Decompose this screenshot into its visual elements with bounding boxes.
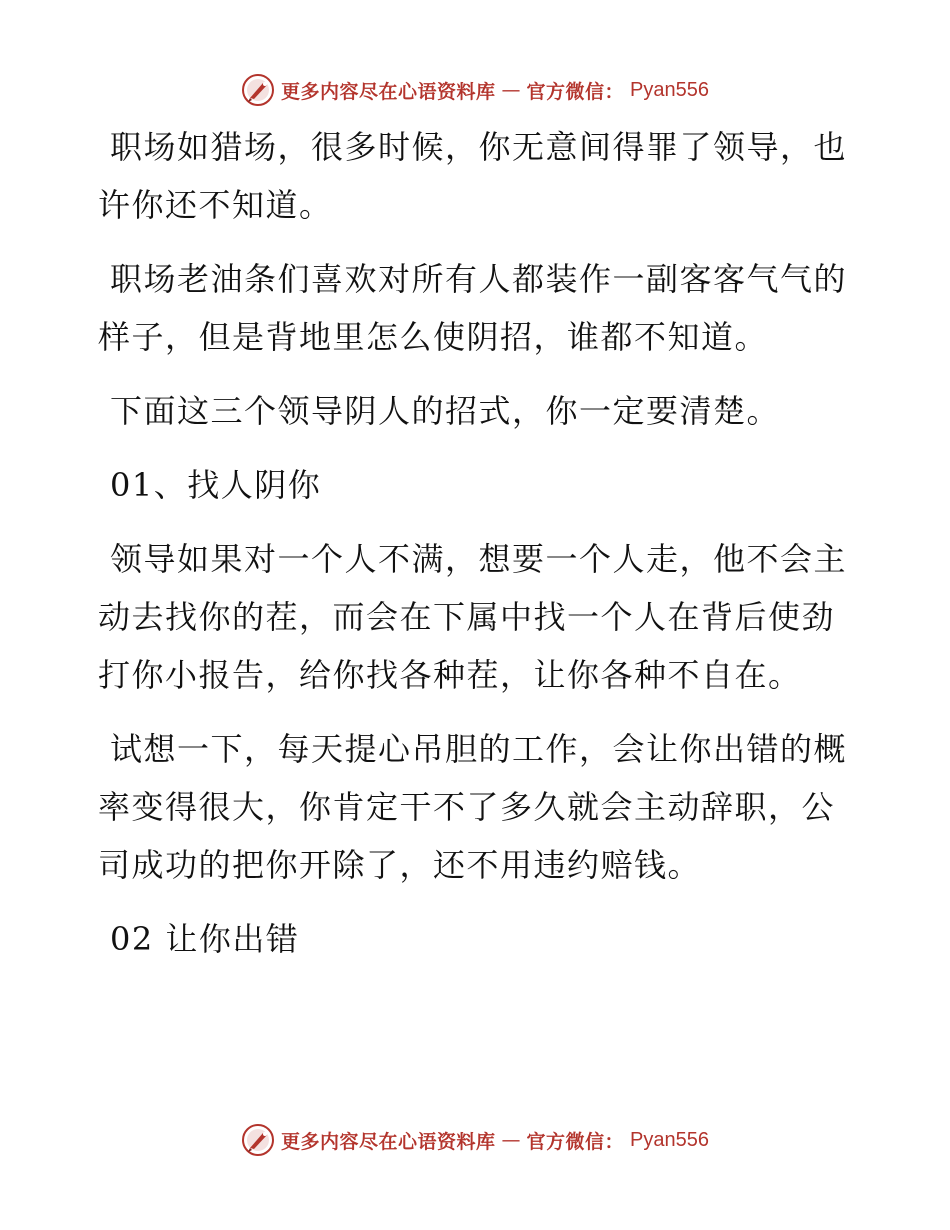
footer-banner bbox=[0, 1120, 950, 1160]
section-heading-02 bbox=[98, 910, 858, 968]
article-paragraph-2 bbox=[98, 250, 858, 366]
footer-account-id: Pyan556 bbox=[630, 1128, 709, 1151]
section-heading-01 bbox=[98, 456, 858, 514]
footer-banner-content bbox=[241, 1123, 709, 1157]
header-banner-separator: — bbox=[501, 79, 521, 101]
section-heading-text: 01、找人阴你 bbox=[110, 466, 322, 504]
paragraph-text: 职场老油条们喜欢对所有人都装作一副客客气气的样子，但是背地里怎么使阴招，谁都不知道。 bbox=[98, 260, 848, 356]
paragraph-text: 下面这三个领导阴人的招式，你一定要清楚。 bbox=[110, 392, 781, 430]
article-body bbox=[98, 118, 858, 984]
header-account-label: 官方微信： bbox=[526, 80, 625, 103]
header-account-id: Pyan556 bbox=[630, 78, 709, 101]
article-paragraph-1 bbox=[98, 118, 858, 234]
section-heading-text: 02 让你出错 bbox=[110, 920, 300, 958]
footer-account-label: 官方微信： bbox=[526, 1130, 625, 1153]
article-paragraph-5 bbox=[98, 720, 858, 894]
header-banner-text: 更多内容尽在心语资料库 bbox=[281, 80, 496, 103]
paragraph-text: 试想一下，每天提心吊胆的工作，会让你出错的概率变得很大，你肯定干不了多久就会主动辞职，公司成功的把你开除了，还不用违约赔钱。 bbox=[98, 730, 848, 884]
article-paragraph-4 bbox=[98, 530, 858, 704]
quill-pen-seal-icon bbox=[241, 73, 275, 107]
header-banner bbox=[0, 70, 950, 110]
quill-pen-seal-icon bbox=[241, 1123, 275, 1157]
header-banner-content bbox=[241, 73, 709, 107]
paragraph-text: 领导如果对一个人不满，想要一个人走，他不会主动去找你的茬，而会在下属中找一个人在背后使劲打你小报告，给你找各种茬，让你各种不自在。 bbox=[98, 540, 848, 694]
footer-banner-separator: — bbox=[501, 1129, 521, 1151]
article-paragraph-3 bbox=[98, 382, 858, 440]
paragraph-text: 职场如猎场，很多时候，你无意间得罪了领导，也许你还不知道。 bbox=[98, 128, 848, 224]
footer-banner-text: 更多内容尽在心语资料库 bbox=[281, 1130, 496, 1153]
